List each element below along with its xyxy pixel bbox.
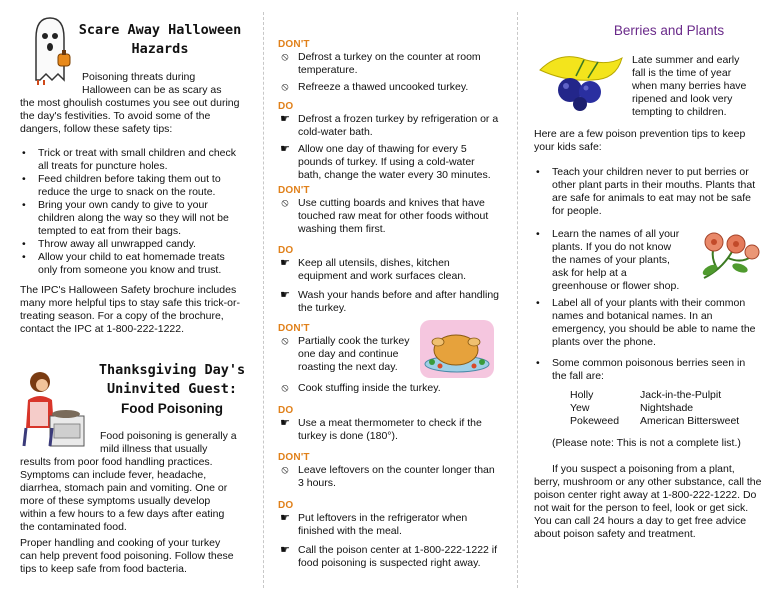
flower-illustration [694,228,762,288]
dont-item [278,81,500,94]
berry-name: Nightshade [640,402,694,414]
roast-turkey-illustration [418,318,496,380]
dont-item-text: Leave leftovers on the counter longer than 3 hours. [298,464,495,489]
dont-label: DON'T [278,39,310,50]
column-dos-and-donts [278,0,500,600]
section-defrosting [278,38,500,182]
do-item [278,417,500,443]
column-divider [517,12,518,588]
heading-line: Food Poisoning [121,401,223,416]
no-sign-icon: ⦸ [281,335,289,347]
berries-intro [632,54,766,119]
dont-item-text: Refreeze a thawed uncooked turkey. [298,81,469,93]
dont-item-text: Cook stuffing inside the turkey. [298,382,441,394]
intro-text: tempting to children. [632,106,727,118]
berry-name: Holly [570,389,594,401]
do-item-text: Defrost a frozen turkey by refrigeration or a cold-water bath. [298,113,499,138]
pointing-hand-icon: ☛ [280,289,290,301]
do-item [278,143,500,182]
berry-row [570,415,760,428]
dont-item [278,197,500,236]
berries-closing: If you suspect a poisoning from a plant, berry, mushroom or any other substance, call the poison center right away at 1-800-222-1222. Do not wait for the person to feel, look or get sick. You can call 24 hours a day to get free advice about poison safety and treatment. [534,463,762,540]
section-leftovers [278,451,500,570]
halloween-intro [20,71,240,136]
do-item [278,113,500,139]
intro-text: fall is the time of year [632,67,732,79]
do-item-text: Put leftovers in the refrigerator when finished with the meal. [298,512,468,537]
no-sign-icon: ⦸ [281,382,289,394]
intro-text: ripened and look very [632,93,733,105]
berries-heading: Berries and Plants [613,23,725,38]
pointing-hand-icon: ☛ [280,143,290,155]
intro-text: Food poisoning is generally a [100,430,237,442]
dont-item-text: Partially cook the turkey [298,335,410,347]
do-label: DO [278,101,294,112]
pointing-hand-icon: ☛ [280,544,290,556]
section-cleaning [278,184,500,315]
intro-text: Halloween can be as scary as [82,84,222,96]
blueberries-illustration [536,46,626,112]
berry-name: Jack-in-the-Pulpit [640,389,722,401]
column-divider [263,12,264,588]
berries-tips-list [534,166,760,218]
list-item: • Allow your child to eat homemade treats only from someone you know and trust. [20,251,236,277]
pointing-hand-icon: ☛ [280,512,290,524]
berries-tips-list [534,297,760,383]
list-item: • Trick or treat with small children and check all treats for puncture holes. [20,147,236,173]
do-item-text: Keep all utensils, dishes, kitchen equipment and work surfaces clean. [298,257,467,282]
intro-text: Poisoning threats during [82,71,196,83]
no-sign-icon: ⦸ [281,464,289,476]
berry-row [570,402,760,415]
do-item [278,257,500,283]
do-item [278,544,500,570]
list-item: • Bring your own candy to give to your children along the way so they will not be tempted to eat from their bags. [20,199,236,238]
intro-text: the most ghoulish costumes you see out during the day's festivities. To avoid some of the dangers, follow these safety tips: [20,97,240,135]
list-item: • Feed children before taking them out to reduce the urge to snack on the route. [20,173,236,199]
column-halloween-thanksgiving [20,0,248,600]
dont-item-text: Use cutting boards and knives that have touched raw meat for other foods without washing them first. [298,197,489,235]
intro-text: Late summer and early [632,54,740,66]
thanksgiving-heading [98,361,246,418]
dont-item [278,51,500,77]
do-item-text: Allow one day of thawing for every 5 pounds of turkey. If using a cold-water bath, change the water every 30 minutes. [298,143,491,181]
berries-name-list [570,389,760,428]
berry-name: Pokeweed [570,415,620,427]
tip-line: plants. If you do not know [552,241,672,253]
berry-row [570,389,760,402]
do-label: DO [278,405,294,416]
dont-item-text: one day and continue [298,348,399,360]
column-berries-and-plants [534,0,766,600]
pointing-hand-icon: ☛ [280,113,290,125]
halloween-tips-list [20,147,236,277]
heading-line: Uninvited Guest: [106,381,238,397]
list-item: • Label all of your plants with their common names and botanical names. In an emergency, you should be able to name the plants over the phone. [534,297,760,349]
dont-item [278,382,500,395]
heading-line: Scare Away Halloween [78,22,242,38]
no-sign-icon: ⦸ [281,197,289,209]
heading-line: Hazards [131,41,189,57]
do-item-text: Call the poison center at 1-800-222-1222 if food poisoning is suspected right away. [298,544,498,569]
intro-text: when many berries have [632,80,747,92]
berry-name: Yew [570,402,590,414]
do-item-text: Use a meat thermometer to check if the turkey is done (180°). [298,417,482,442]
no-sign-icon: ⦸ [281,51,289,63]
do-item-text: Wash your hands before and after handling the turkey. [298,289,499,314]
do-item [278,289,500,315]
intro-text: results from poor food handling practices. Symptoms can include fever, headache, diarrhea, stomach pain and vomiting. One or more of these symptoms usually develop within a few hours to a few days after eating the contaminated food. [20,456,228,533]
list-item: • Teach your children never to put berries or other plant parts in their mouths. Plants that are safe for animals to eat may not be safe for people. [534,166,760,218]
brochure-paragraph: The IPC's Halloween Safety brochure includes many more helpful tips to stay safe this trick-or-treating season. For a copy of the brochure, contact the IPC at 1-800-222-1222. [20,284,240,335]
dont-label: DON'T [278,452,310,463]
no-sign-icon: ⦸ [281,81,289,93]
dont-item [278,464,500,490]
pointing-hand-icon: ☛ [280,257,290,269]
dont-item-text: roasting the next day. [298,361,398,373]
berries-lead: Here are a few poison prevention tips to keep your kids safe: [534,128,746,153]
dont-label: DON'T [278,185,310,196]
berries-note: (Please note: This is not a complete list.) [552,437,741,449]
do-label: DO [278,245,294,256]
do-item [278,512,500,538]
halloween-heading [70,21,250,59]
list-item: • Throw away all unwrapped candy. [20,238,236,251]
list-item: • Some common poisonous berries seen in the fall are: [534,357,760,383]
dont-item-text: Defrost a turkey on the counter at room temperature. [298,51,481,76]
do-label: DO [278,500,294,511]
dont-label: DON'T [278,323,310,334]
berry-name: American Bittersweet [640,415,740,427]
heading-line: Thanksgiving Day's [98,362,246,378]
tip-line: • Learn the names of all your [552,228,680,240]
tip-line: the names of your plants, [552,254,670,266]
thanksgiving-intro [20,430,240,534]
tip-line: greenhouse or flower shop. [552,280,680,292]
thanksgiving-closing: Proper handling and cooking of your turkey can help prevent food poisoning. Follow these tips to keep safe from food bacteria. [20,537,234,575]
intro-text: mild illness that usually [100,443,208,455]
tip-line: ask for help at a [552,267,627,279]
pointing-hand-icon: ☛ [280,417,290,429]
